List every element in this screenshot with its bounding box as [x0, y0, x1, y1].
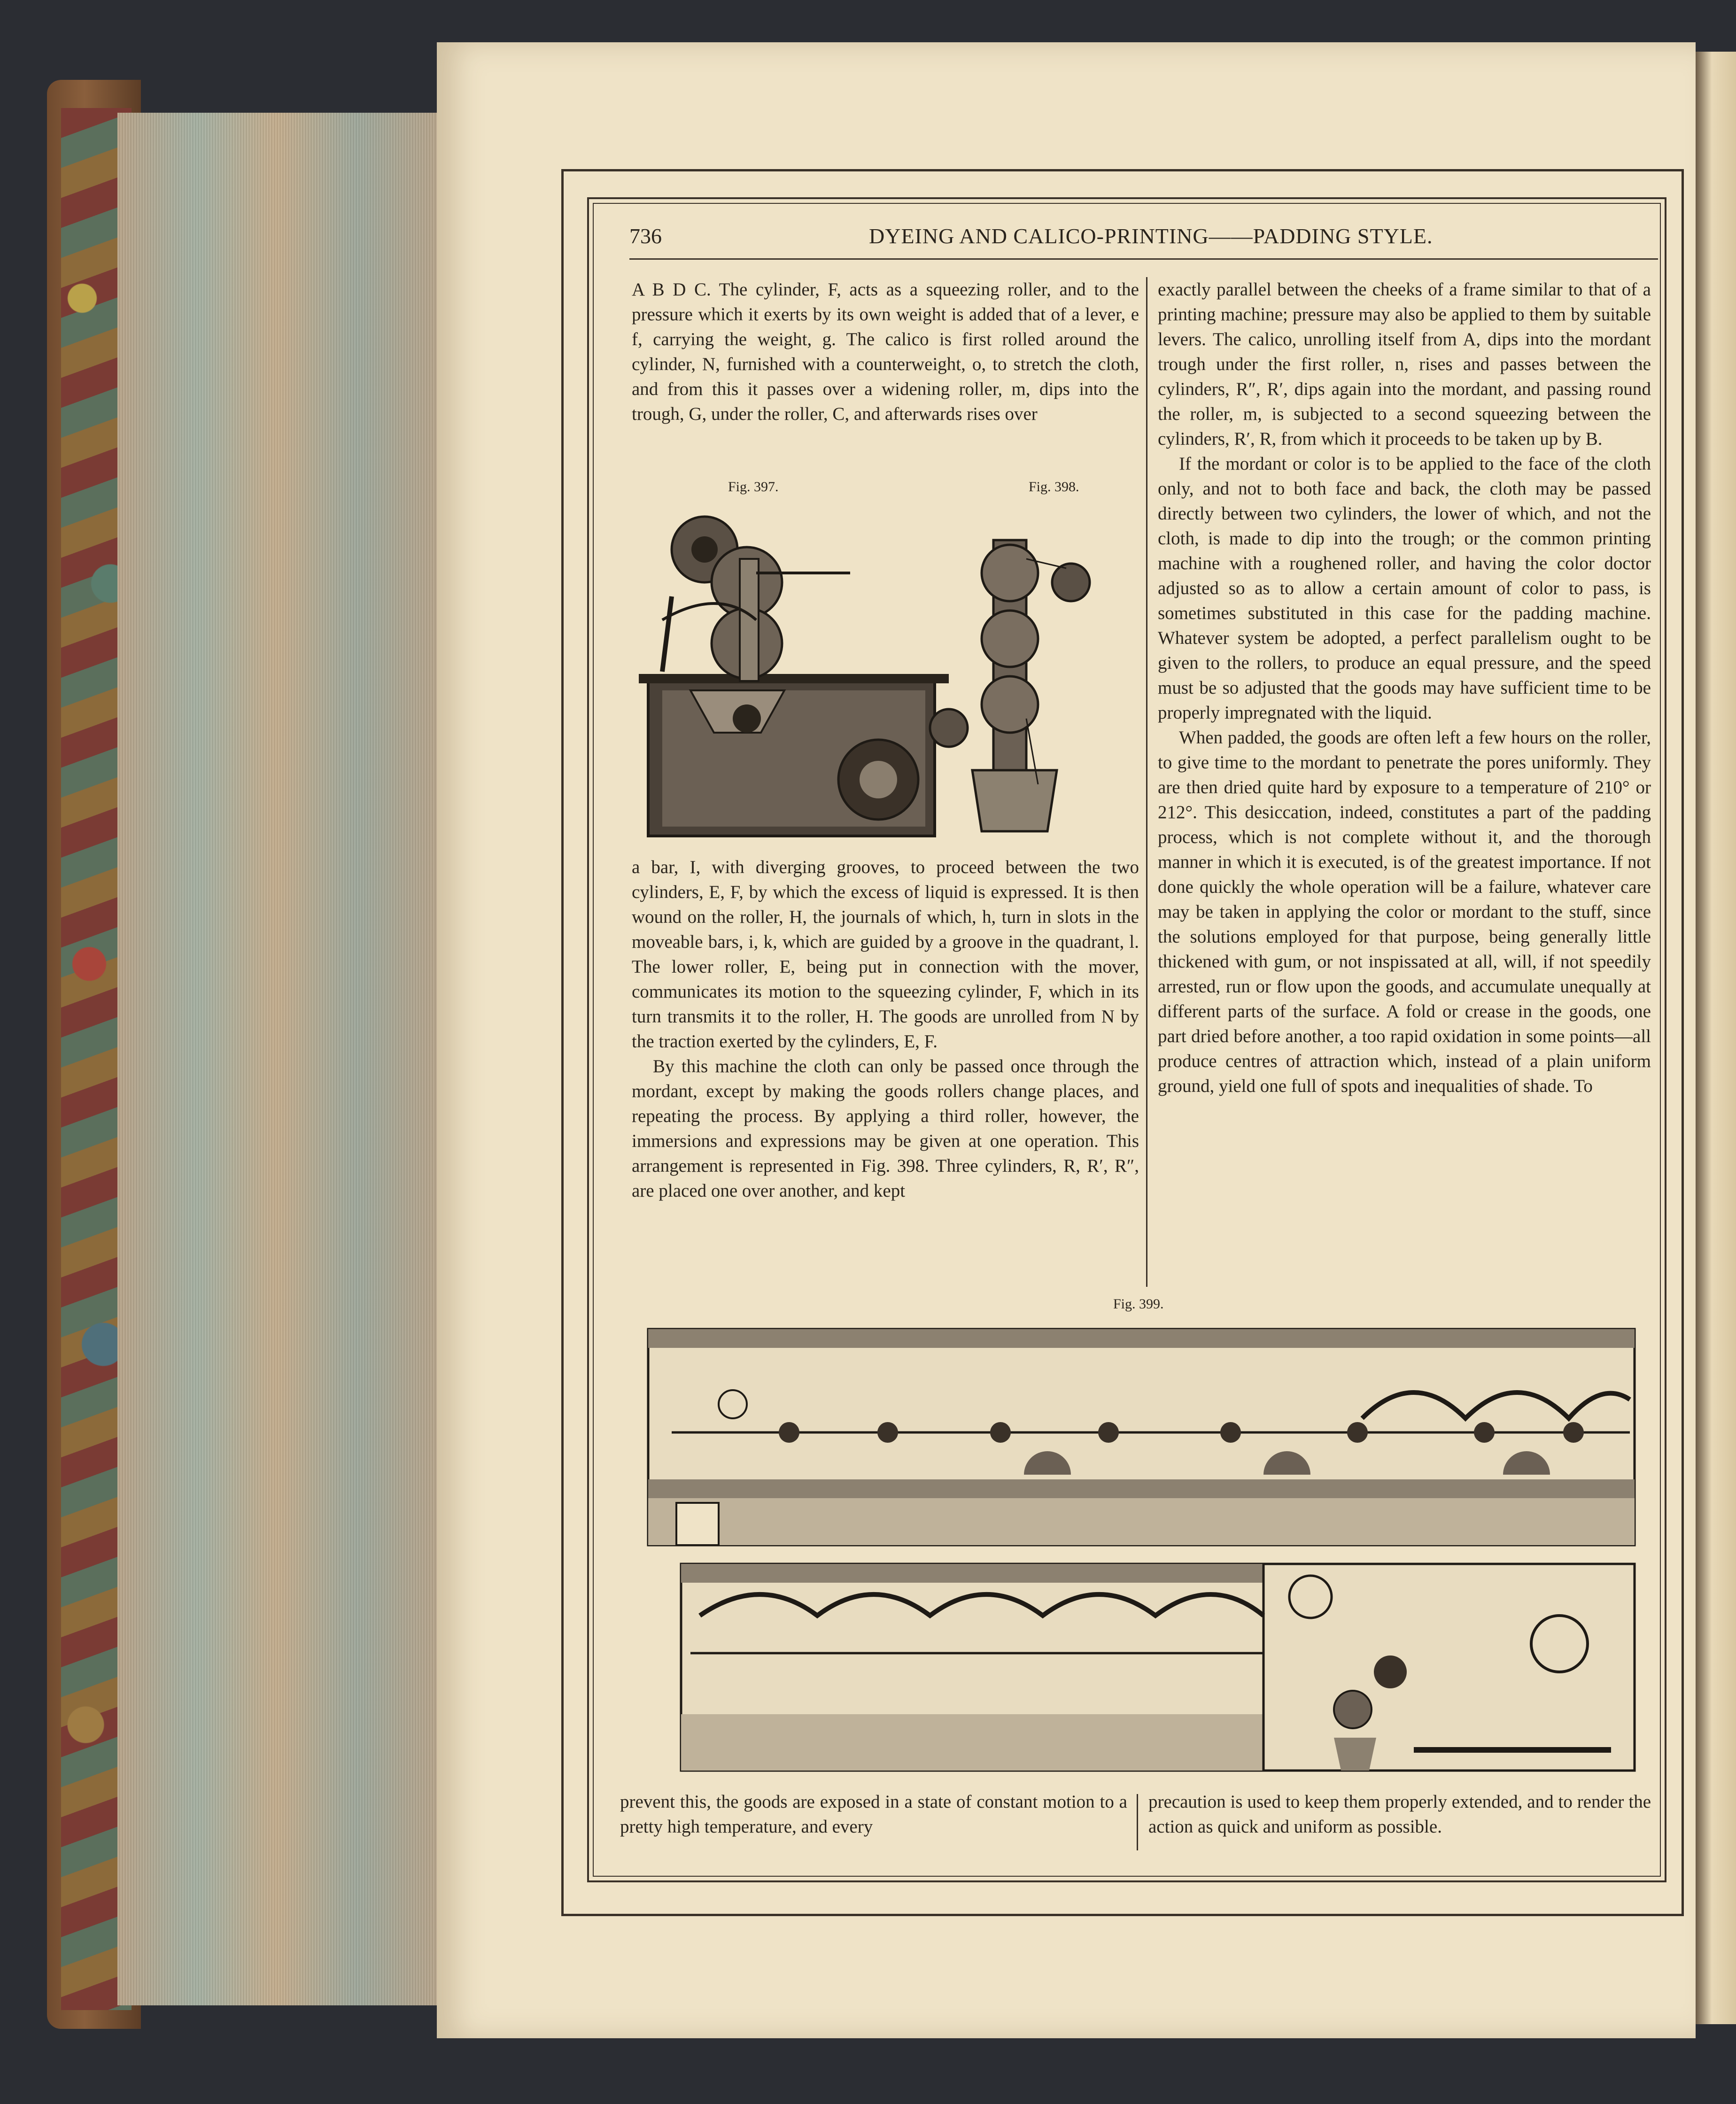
paragraph-abdc: A B D C. The cylinder, F, acts as a squeezing roller, and to the pressure which it exerts by its own weight is added that of a lever, e f, carrying the weight, g. The calico is first rolled around the cylinder, N, furnished with a counterweight, o, to stretch the cloth, and from this it passes over a widening roller, m, dips into the trough, G, under the roller, C, and afterwards rises over	[632, 279, 1139, 424]
page-header	[629, 221, 1658, 260]
running-title: DYEING AND CALICO-PRINTING——PADDING STYLE.	[869, 224, 1433, 248]
fig-397-398-illustration	[634, 503, 1141, 841]
paragraph-bar: a bar, I, with diverging grooves, to proceed between the two cylinders, E, F, by which the excess of liquid is expressed. It is then wound on the roller, H, the journals of which, h, turn in slots in the moveable bars, i, k, which are guided by a groove in the quadrant, l. The lower roller, E, being put in connection with the mover, communicates its motion to the squeezing cylinder, F, which in its turn transmits it to the roller, H. The goods are unrolled from N by the traction exerted by the cylinders, E, F.	[632, 857, 1139, 1052]
page-number: 736	[629, 224, 662, 248]
bottom-right-text	[1148, 1789, 1651, 1839]
paragraph-precaution: precaution is used to keep them properly extended, and to render the action as quick and uniform as possible.	[1148, 1792, 1651, 1837]
right-column	[1158, 277, 1651, 1098]
page-edges	[117, 113, 437, 2005]
fig-397-label: Fig. 397.	[728, 479, 779, 495]
paragraph-face: If the mordant or color is to be applied to the face of the cloth only, and not to both face and back, the cloth may be passed directly between two cylinders, the lower of which, and not the cloth, is made to dip into the trough; or the common printing machine with a roughened roller, and having the color doctor adjusted so as to allow a certain amount of color to pass, is sometimes substituted in this case for the padding machine. Whatever system be adopted, a perfect parallelism ought to be given to the rollers, to produce an equal pressure, and the speed must be so adjusted that the goods may have sufficient time to be properly impregnated with the liquid.	[1158, 454, 1651, 723]
left-column-bottom	[632, 855, 1139, 1203]
paragraph-prevent: prevent this, the goods are exposed in a state of constant motion to a pretty high temperature, and every	[620, 1792, 1127, 1837]
fig-399-label: Fig. 399.	[1113, 1296, 1164, 1312]
paragraph-machine: By this machine the cloth can only be passed once through the mordant, except by making the goods rollers change places, and repeating the process. By applying a third roller, however, the immersions and expressions may be given at one operation. This arrangement is represented in Fig. 398. Three cylinders, R, R′, R″, are placed one over another, and kept	[632, 1056, 1139, 1201]
fig-399-illustration	[643, 1324, 1639, 1775]
right-page-edge	[1696, 52, 1736, 2024]
fig-398-label: Fig. 398.	[1029, 479, 1079, 495]
paragraph-parallel: exactly parallel between the cheeks of a frame similar to that of a printing machine; pressure may also be applied to them by suitable levers. The calico, unrolling itself from A, dips into the mordant trough under the first roller, n, rises and passes between the cylinders, R″, R′, dips again into the mordant, and passing round the roller, m, is subjected to a second squeezing between the cylinders, R′, R, from which it proceeds to be taken up by B.	[1158, 279, 1651, 449]
bottom-column-divider	[1137, 1794, 1138, 1850]
column-divider	[1146, 277, 1147, 1287]
paragraph-padded: When padded, the goods are often left a few hours on the roller, to give time to the mordant to penetrate the pores uniformly. They are then dried quite hard by exposure to a temperature of 210° or 212°. This desiccation, indeed, constitutes a part of the padding process, which is not complete without it, and the thorough manner in which it is executed, is of the greatest importance. If not done quickly the whole operation will be a failure, whatever care may be taken in applying the color or mordant to the stuff, since the solutions employed for that purpose, being generally little thickened with gum, or not inspissated at all, will, if not speedily arrested, run or flow upon the goods, and accumulate unequally at different parts of the surface. A fold or crease in the goods, one part dried before another, a too rapid oxidation in some points—all produce centres of attraction which, instead of a plain uniform ground, yield one full of spots and inequalities of shade. To	[1158, 727, 1651, 1096]
left-column-top	[632, 277, 1139, 426]
bottom-left-text	[620, 1789, 1127, 1839]
